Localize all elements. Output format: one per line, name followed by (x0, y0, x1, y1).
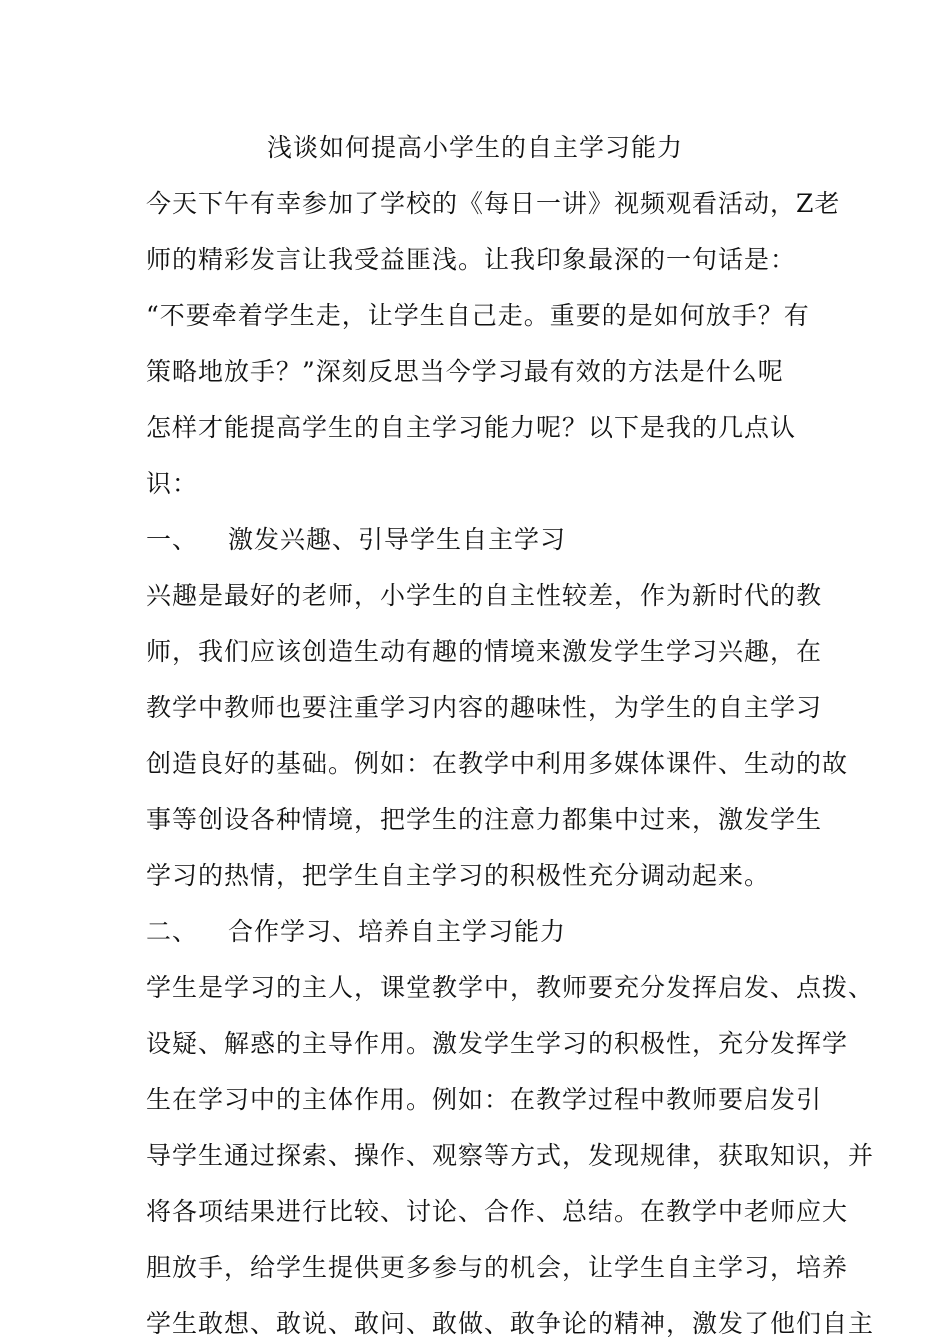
section-heading-1 (146, 520, 826, 560)
section-heading-text: 合作学习、培养自主学习能力 (228, 917, 567, 946)
paragraph-line: 教学中教师也要注重学习内容的趣味性，为学生的自主学习 (146, 693, 823, 722)
paragraph-line: 学习的热情，把学生自主学习的积极性充分调动起来。 (146, 861, 771, 890)
paragraph-line: 学生是学习的主人，课堂教学中，教师要充分发挥启发、点拨、 (146, 973, 875, 1002)
paragraph-line: 师，我们应该创造生动有趣的情境来激发学生学习兴趣，在 (146, 637, 823, 666)
paragraph-line: 创造良好的基础。例如：在教学中利用多媒体课件、生动的故 (146, 749, 849, 778)
paragraph-line: 事等创设各种情境，把学生的注意力都集中过来，激发学生 (146, 805, 823, 834)
section-heading-text: 激发兴趣、引导学生自主学习 (228, 525, 567, 554)
paragraph-line: 将各项结果进行比较、讨论、合作、总结。在教学中老师应大 (146, 1197, 849, 1226)
paragraph-line: 生在学习中的主体作用。例如：在教学过程中教师要启发引 (146, 1085, 823, 1114)
paragraph-line: 导学生通过探索、操作、观察等方式，发现规律，获取知识，并 (146, 1141, 875, 1170)
paragraph-line: 识： (146, 469, 199, 498)
paragraph-line: 胆放手，给学生提供更多参与的机会，让学生自主学习，培养 (146, 1253, 849, 1282)
paragraph-line: 怎样才能提高学生的自主学习能力呢？以下是我的几点认 (146, 413, 797, 442)
paragraph-line: 设疑、解惑的主导作用。激发学生学习的积极性，充分发挥学 (146, 1029, 849, 1058)
paragraph-line: 学生敢想、敢说、敢问、敢做、敢争论的精神，激发了他们自主 (146, 1309, 875, 1338)
paragraph-line: 兴趣是最好的老师，小学生的自主性较差，作为新时代的教 (146, 581, 823, 610)
paragraph-line: 策略地放手？”深刻反思当今学习最有效的方法是什么呢 (146, 357, 784, 386)
paragraph-line: 今天下午有幸参加了学校的《每日一讲》视频观看活动，Z老 (146, 189, 841, 218)
section-heading-2 (146, 912, 826, 952)
paragraph-line: 师的精彩发言让我受益匪浅。让我印象最深的一句话是： (146, 245, 797, 274)
document-title: 浅谈如何提高小学生的自主学习能力 (266, 133, 683, 162)
section-number: 二、 (146, 917, 199, 946)
section-number: 一、 (146, 525, 199, 554)
paragraph-line: “不要牵着学生走，让学生自己走。重要的是如何放手？有 (146, 301, 810, 330)
